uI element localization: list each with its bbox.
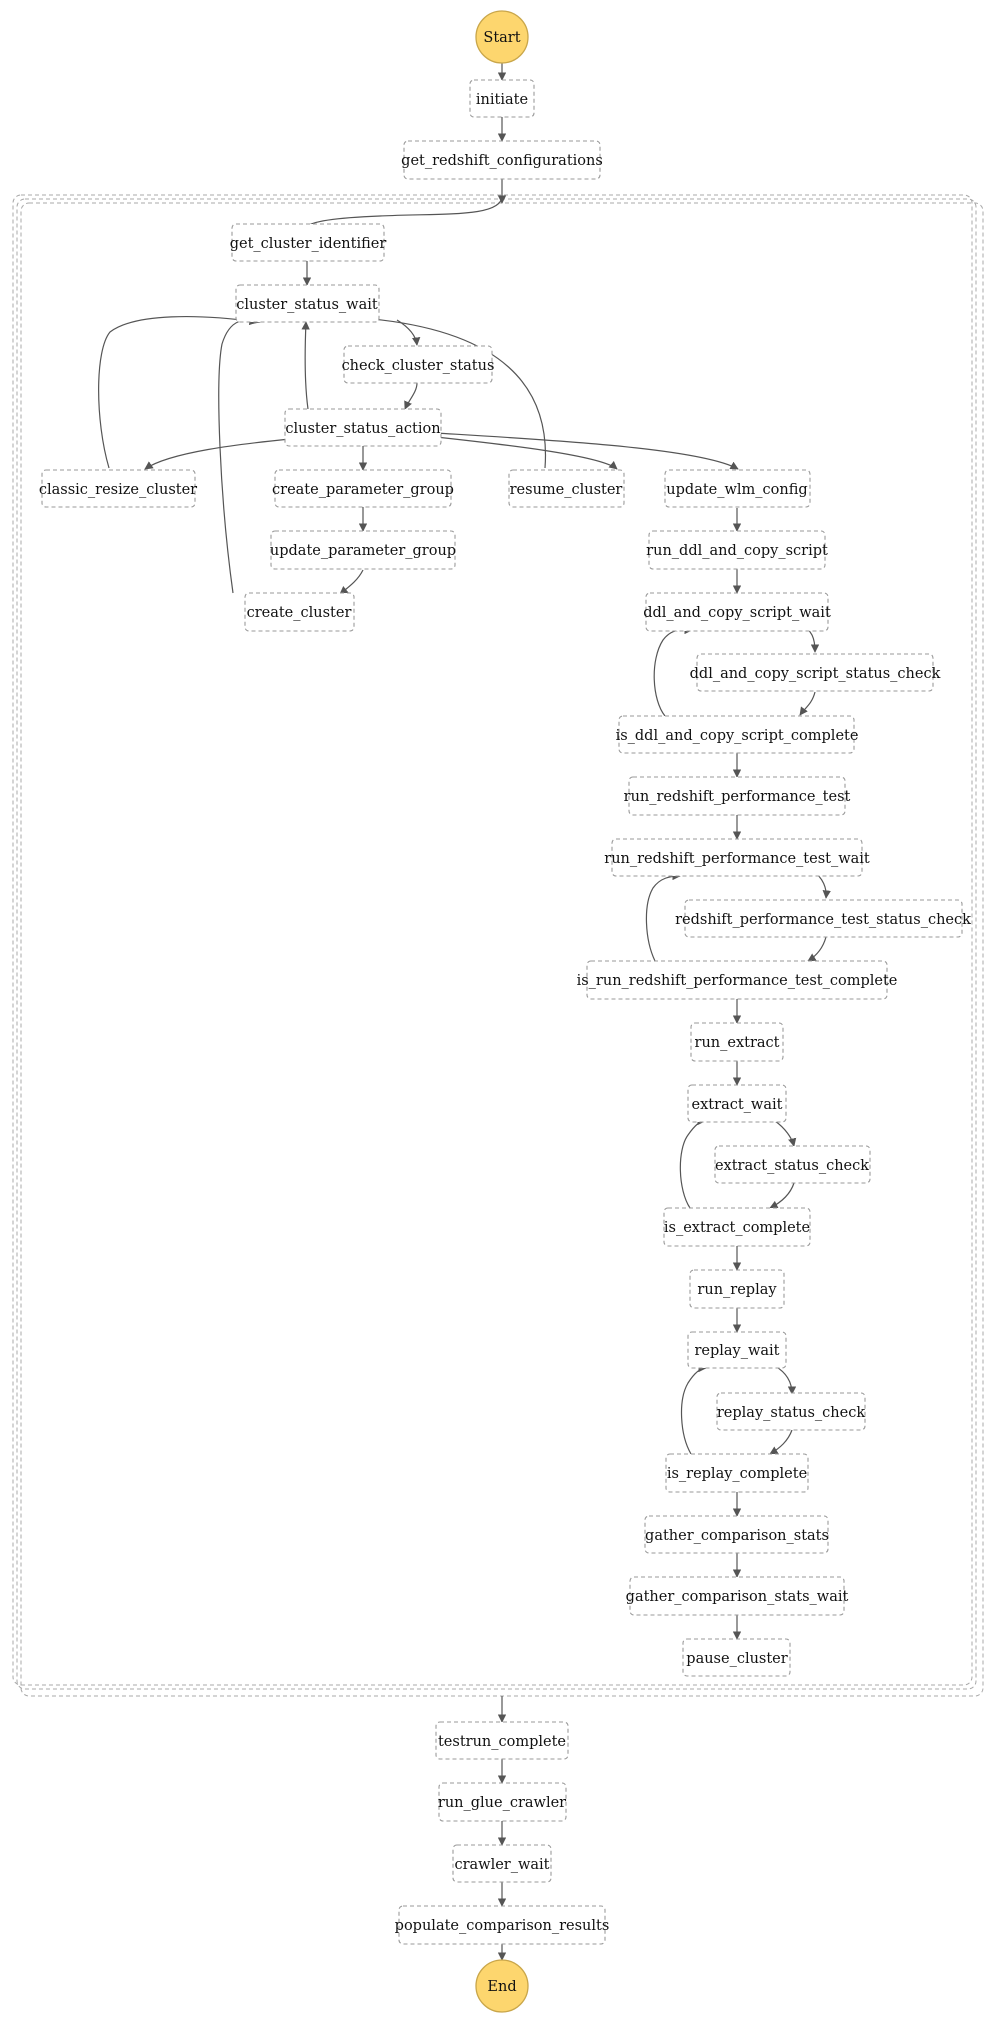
svg-text:run_redshift_performance_test_: run_redshift_performance_test_wait (604, 851, 870, 867)
svg-text:ddl_and_copy_script_status_che: ddl_and_copy_script_status_check (689, 666, 941, 682)
svg-text:is_ddl_and_copy_script_complet: is_ddl_and_copy_script_complete (615, 728, 859, 744)
svg-text:gather_comparison_stats_wait: gather_comparison_stats_wait (625, 1589, 849, 1605)
state-run-ddl-and-copy-script[interactable] (646, 531, 828, 569)
state-get-cluster-identifier[interactable] (230, 224, 387, 261)
svg-text:replay_status_check: replay_status_check (716, 1405, 866, 1421)
end-node (476, 1960, 528, 2012)
svg-text:update_parameter_group: update_parameter_group (269, 543, 457, 559)
svg-text:pause_cluster: pause_cluster (686, 1651, 788, 1667)
svg-text:is_run_redshift_performance_te: is_run_redshift_performance_test_complete (576, 973, 898, 989)
svg-text:get_redshift_configurations: get_redshift_configurations (401, 153, 603, 169)
svg-text:update_wlm_config: update_wlm_config (666, 482, 808, 498)
state-ddl-and-copy-script-wait[interactable] (643, 593, 831, 631)
state-run-replay[interactable] (690, 1270, 784, 1308)
state-cluster-status-action[interactable] (285, 409, 441, 446)
svg-text:run_glue_crawler: run_glue_crawler (437, 1795, 567, 1811)
state-classic-resize-cluster[interactable] (39, 470, 197, 507)
state-extract-wait[interactable] (688, 1085, 786, 1122)
svg-text:is_extract_complete: is_extract_complete (663, 1220, 811, 1236)
state-is-run-redshift-performance-test-complete[interactable] (577, 961, 898, 999)
svg-text:populate_comparison_results: populate_comparison_results (394, 1918, 610, 1934)
state-run-glue-crawler[interactable] (438, 1783, 566, 1821)
state-is-ddl-and-copy-script-complete[interactable] (616, 716, 859, 753)
state-crawler-wait[interactable] (453, 1845, 551, 1882)
state-run-redshift-performance-test[interactable] (624, 777, 851, 815)
state-is-replay-complete[interactable] (666, 1454, 808, 1492)
state-pause-cluster[interactable] (683, 1639, 790, 1676)
state-extract-status-check[interactable] (715, 1146, 870, 1183)
svg-text:redshift_performance_test_stat: redshift_performance_test_status_check (675, 912, 971, 928)
start-node (476, 11, 528, 63)
svg-text:run_ddl_and_copy_script: run_ddl_and_copy_script (646, 543, 828, 559)
state-get-redshift-configurations[interactable] (401, 141, 603, 179)
svg-text:cluster_status_wait: cluster_status_wait (236, 297, 378, 313)
svg-text:run_redshift_performance_test: run_redshift_performance_test (623, 789, 851, 805)
svg-text:run_extract: run_extract (694, 1035, 780, 1051)
state-create-cluster[interactable] (245, 593, 354, 631)
svg-text:ddl_and_copy_script_wait: ddl_and_copy_script_wait (643, 605, 831, 621)
svg-text:check_cluster_status: check_cluster_status (341, 358, 495, 374)
state-update-parameter-group[interactable] (270, 531, 456, 569)
svg-text:get_cluster_identifier: get_cluster_identifier (229, 236, 387, 252)
state-resume-cluster[interactable] (509, 470, 624, 507)
state-create-parameter-group[interactable] (272, 470, 454, 507)
svg-text:create_parameter_group: create_parameter_group (272, 482, 454, 498)
state-run-redshift-performance-test-wait[interactable] (604, 839, 870, 876)
svg-text:testrun_complete: testrun_complete (437, 1734, 567, 1750)
state-check-cluster-status[interactable] (342, 346, 495, 383)
end-label: End (487, 1979, 517, 1995)
state-gather-comparison-stats-wait[interactable] (626, 1577, 849, 1615)
state-update-wlm-config[interactable] (665, 470, 810, 507)
map-iteration-container (13, 195, 983, 1696)
svg-text:classic_resize_cluster: classic_resize_cluster (38, 482, 198, 498)
svg-text:cluster_status_action: cluster_status_action (285, 421, 441, 437)
state-redshift-performance-test-status-check[interactable] (675, 900, 971, 937)
state-replay-status-check[interactable] (717, 1393, 865, 1430)
svg-text:replay_wait: replay_wait (694, 1343, 780, 1359)
state-ddl-and-copy-script-status-check[interactable] (690, 654, 941, 691)
state-testrun-complete[interactable] (436, 1722, 568, 1759)
svg-text:run_replay: run_replay (697, 1282, 777, 1298)
state-gather-comparison-stats[interactable] (645, 1516, 829, 1553)
svg-text:extract_wait: extract_wait (691, 1097, 783, 1113)
svg-text:resume_cluster: resume_cluster (509, 482, 623, 498)
state-replay-wait[interactable] (688, 1332, 786, 1368)
svg-text:extract_status_check: extract_status_check (714, 1158, 870, 1174)
state-cluster-status-wait[interactable] (236, 285, 379, 322)
svg-text:gather_comparison_stats: gather_comparison_stats (645, 1528, 829, 1544)
svg-text:is_replay_complete: is_replay_complete (666, 1466, 808, 1482)
state-is-extract-complete[interactable] (664, 1208, 810, 1246)
svg-text:crawler_wait: crawler_wait (454, 1857, 550, 1873)
state-populate-comparison-results[interactable] (395, 1906, 610, 1944)
start-label: Start (483, 30, 521, 46)
state-run-extract[interactable] (691, 1023, 783, 1061)
state-initiate[interactable] (470, 80, 534, 117)
svg-text:initiate: initiate (475, 92, 529, 108)
svg-text:create_cluster: create_cluster (246, 605, 352, 621)
